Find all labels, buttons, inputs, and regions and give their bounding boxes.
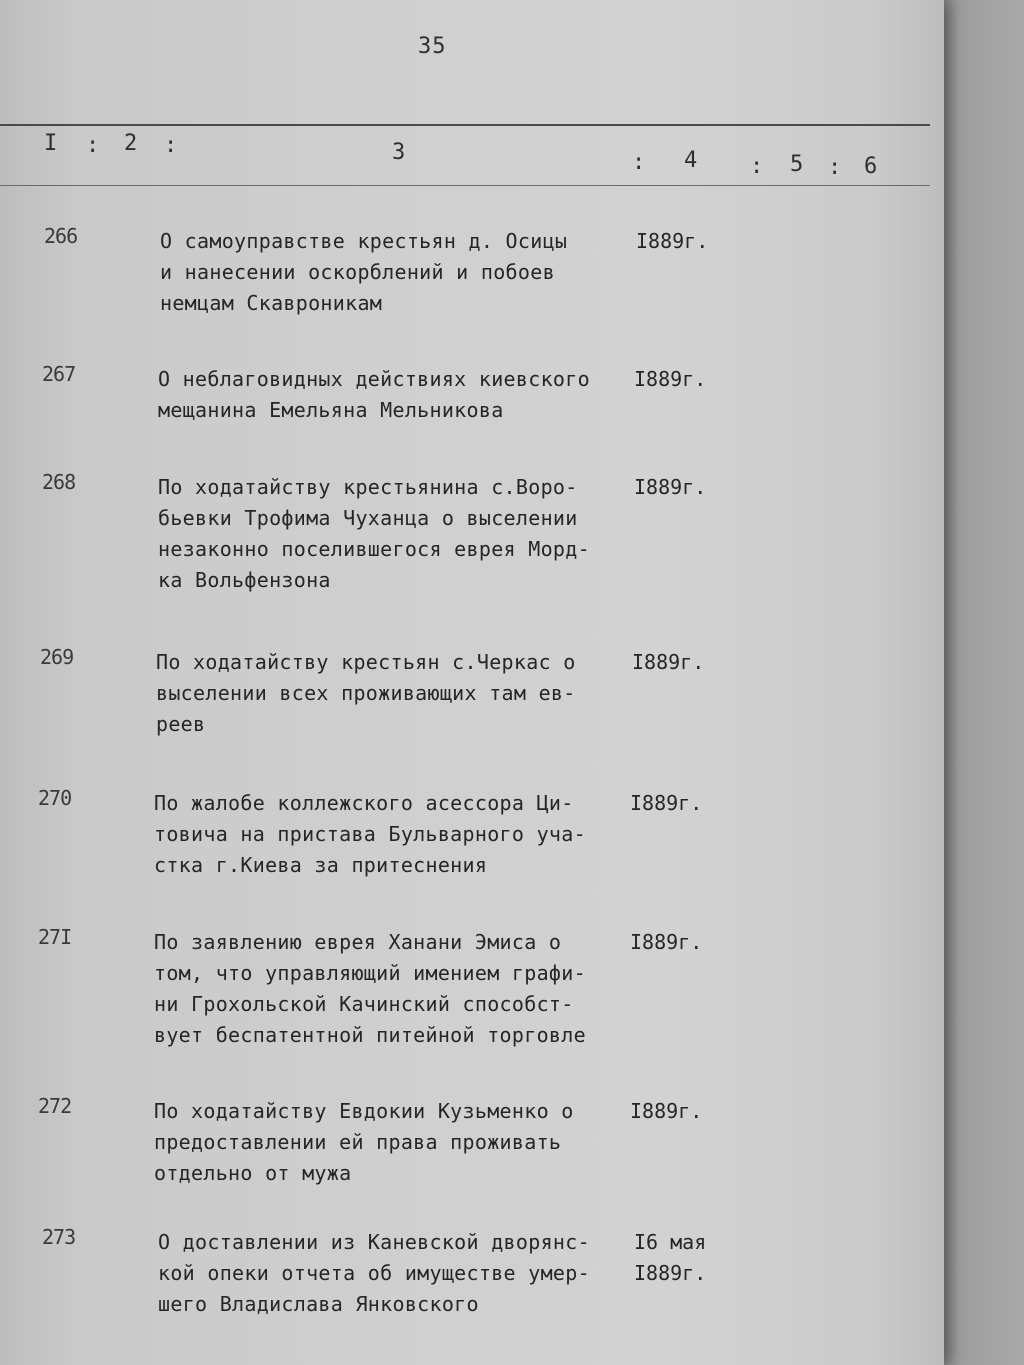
entry-date	[634, 472, 706, 503]
entry-date	[634, 1227, 706, 1289]
entry-description	[158, 364, 628, 426]
entry-description-line: и нанесении оскорблений и побоев	[160, 260, 555, 284]
entry-date	[630, 927, 702, 958]
entry-number: 27I	[38, 925, 72, 949]
entry-date	[630, 1096, 702, 1127]
column-separator: :	[750, 154, 764, 179]
entry-description-line: О неблаговидных действиях киевского	[158, 367, 590, 391]
entry-description-line: выселении всех проживающих там ев-	[156, 681, 576, 705]
entry-date	[630, 788, 702, 819]
column-head-2: 2	[124, 131, 138, 156]
entry-number: 267	[42, 362, 76, 386]
entry-number: 270	[38, 786, 72, 810]
entry-description-line: По ходатайству крестьянина с.Воро-	[158, 475, 578, 499]
underlying-page-edge	[930, 0, 1024, 1365]
entry-description-line: товича на пристава Бульварного уча-	[154, 822, 586, 846]
entry-date-line: I889г.	[636, 229, 709, 253]
entry-date-line: I889г.	[634, 367, 707, 391]
entry-date-line: I889г.	[634, 1261, 707, 1285]
entry-description-line: мещанина Емельяна Мельникова	[158, 398, 504, 422]
entry-number: 272	[38, 1094, 72, 1118]
entry-description	[158, 472, 628, 596]
entry-description-line: том, что управляющий имением графи-	[154, 961, 586, 985]
column-head-6: 6	[864, 154, 878, 179]
entry-description-line: бьевки Трофима Чуханца о выселении	[158, 506, 578, 530]
header-rule-bottom	[0, 185, 930, 186]
entry-description	[154, 788, 624, 881]
column-head-4: 4	[684, 148, 698, 173]
entry-number: 273	[42, 1225, 76, 1249]
entry-description-line: незаконно поселившегося еврея Морд-	[158, 537, 590, 561]
entry-description-line: ни Грохольской Качинский способст-	[154, 992, 574, 1016]
entry-description	[156, 647, 626, 740]
entry-number: 269	[40, 645, 74, 669]
entry-date	[636, 226, 708, 257]
entry-description-line: стка г.Киева за притеснения	[154, 853, 488, 877]
entry-description-line: отдельно от мужа	[154, 1161, 352, 1185]
entry-date-line: I889г.	[630, 791, 703, 815]
column-separator: :	[86, 133, 100, 158]
entry-description-line: реев	[156, 712, 206, 736]
entry-description-line: кой опеки отчета об имуществе умер-	[158, 1261, 590, 1285]
entry-number: 268	[42, 470, 76, 494]
entry-date-line: I889г.	[630, 1099, 703, 1123]
entry-description	[154, 1096, 624, 1189]
entry-description-line: О самоуправстве крестьян д. Осицы	[160, 229, 568, 253]
entry-description	[154, 927, 624, 1051]
entry-description-line: По заявлению еврея Ханани Эмиса о	[154, 930, 562, 954]
column-head-1: I	[44, 131, 58, 156]
entry-number: 266	[44, 224, 78, 248]
column-separator: :	[828, 155, 842, 180]
page-number: 35	[418, 34, 447, 59]
entry-description-line: По ходатайству Евдокии Кузьменко о	[154, 1099, 574, 1123]
entry-description-line: шего Владислава Янковского	[158, 1292, 479, 1316]
entry-description-line: О доставлении из Каневской дворянс-	[158, 1230, 590, 1254]
entry-date	[634, 364, 706, 395]
entry-date	[632, 647, 704, 678]
column-head-3: 3	[392, 140, 406, 165]
entry-date-line: I6 мая	[634, 1230, 707, 1254]
entry-description-line: По жалобе коллежского асессора Ци-	[154, 791, 574, 815]
entry-description	[158, 1227, 628, 1320]
entry-description-line: По ходатайству крестьян с.Черкас о	[156, 650, 576, 674]
entry-description-line: ка Вольфензона	[158, 568, 331, 592]
column-separator: :	[632, 150, 646, 175]
entry-description-line: вует беспатентной питейной торговле	[154, 1023, 586, 1047]
header-rule-top	[0, 124, 930, 126]
entry-date-line: I889г.	[634, 475, 707, 499]
entry-date-line: I889г.	[630, 930, 703, 954]
entry-description-line: немцам Скавроникам	[160, 291, 383, 315]
entry-description	[160, 226, 630, 319]
column-head-5: 5	[790, 152, 804, 177]
entry-description-line: предоставлении ей права проживать	[154, 1130, 562, 1154]
entry-date-line: I889г.	[632, 650, 705, 674]
column-separator: :	[164, 133, 178, 158]
